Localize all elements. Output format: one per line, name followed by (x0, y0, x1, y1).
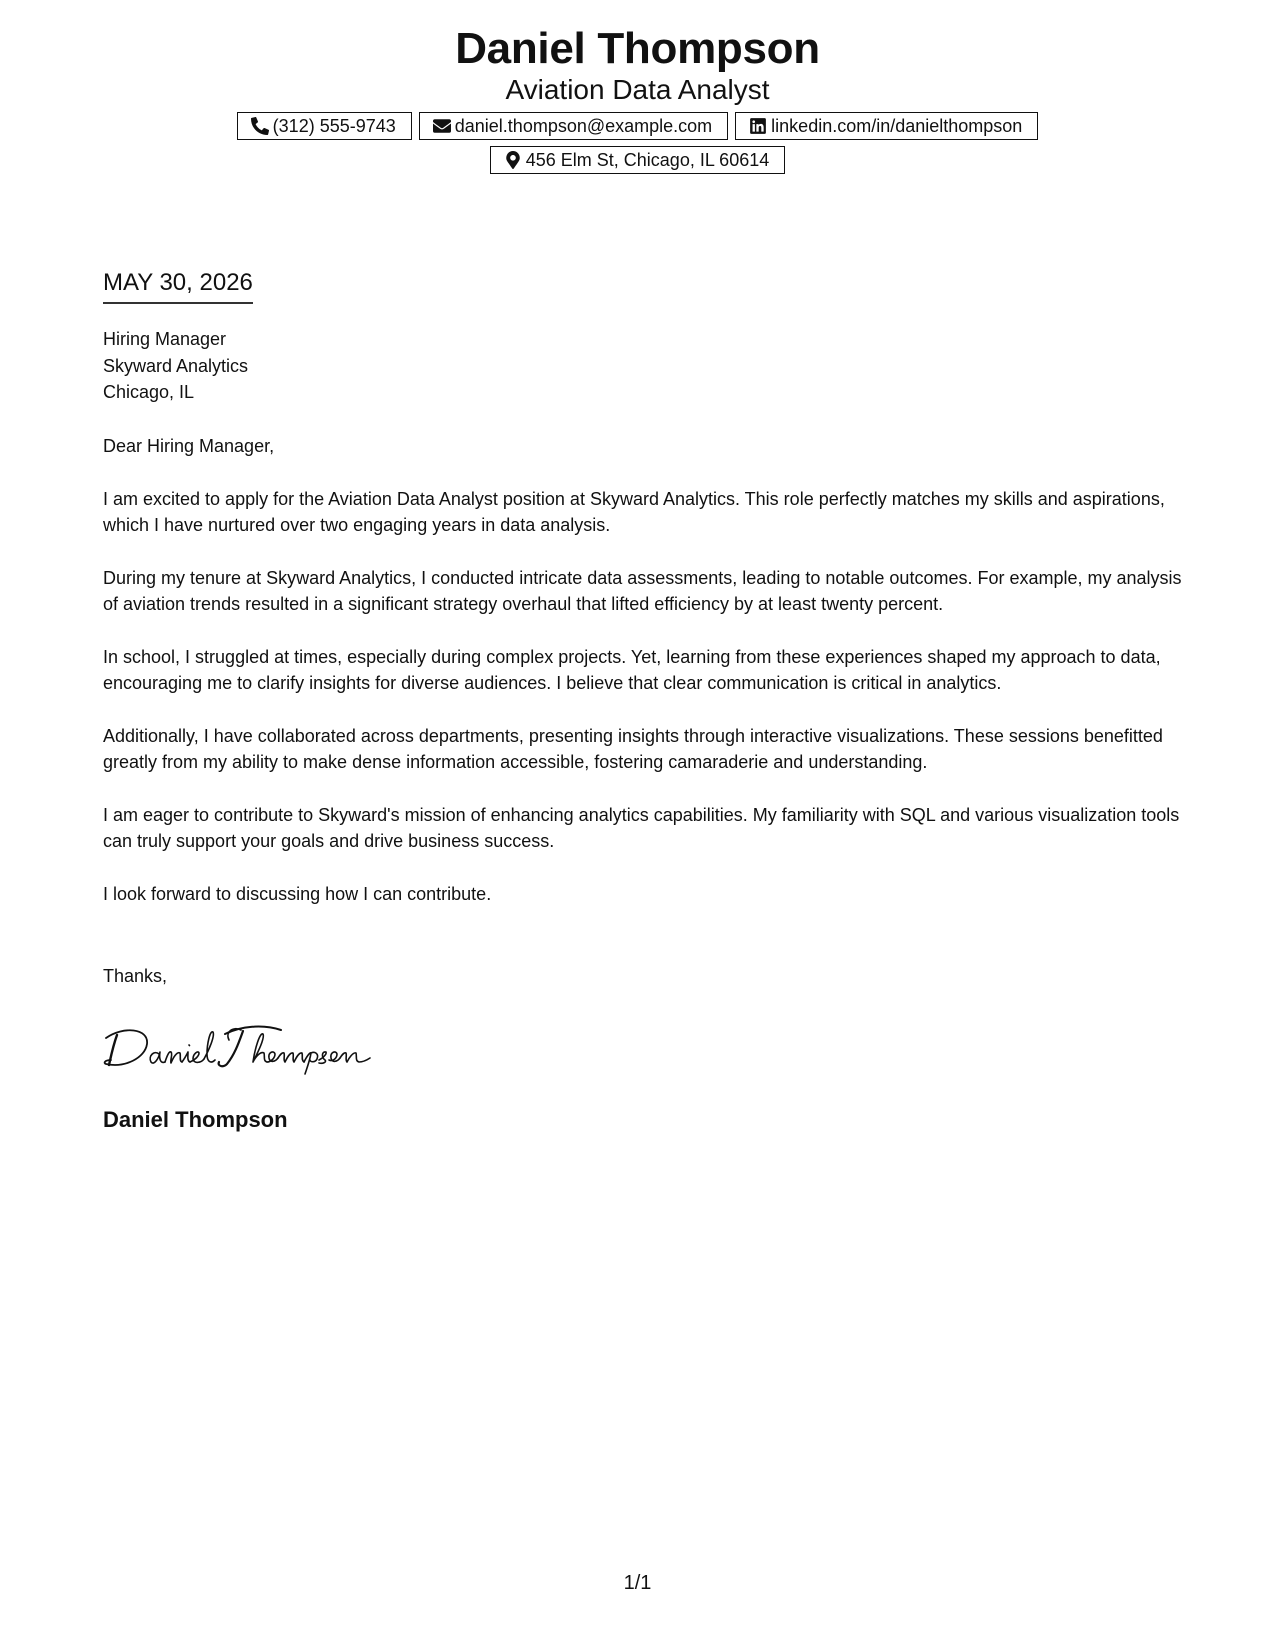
handwritten-signature (103, 1018, 373, 1076)
body-paragraph: I am excited to apply for the Aviation Data Analyst position at Skyward Analytics. This role perfectly matches my skills and aspirations, which I have nurtured over two engaging years in data analysis. (103, 488, 1165, 535)
envelope-icon (433, 117, 451, 135)
body-paragraph: I am eager to contribute to Skyward's mission of enhancing analytics capabilities. My familiarity with SQL and various visualization tools can truly support your goals and drive business success. (103, 804, 1180, 851)
body-paragraph: Additionally, I have collaborated across departments, presenting insights through interactive visualizations. These sessions benefitted greatly from my ability to make dense information accessible, fostering camaraderie and understanding. (103, 725, 1163, 772)
linkedin-text: linkedin.com/in/danielthompson (771, 115, 1023, 136)
email-text: daniel.thompson@example.com (454, 115, 713, 136)
recipient-block (103, 326, 248, 406)
address-text: 456 Elm St, Chicago, IL 60614 (525, 149, 770, 170)
body-paragraph: In school, I struggled at times, especially during complex projects. Yet, learning from these experiences shaped my approach to data, encouraging me to clarify insights for diverse audiences. I believe that clear communication is critical in analytics. (103, 646, 1161, 693)
applicant-name: Daniel Thompson (455, 24, 820, 73)
address-row (0, 146, 1275, 174)
phone-text: (312) 555-9743 (272, 115, 396, 136)
signer-name: Daniel Thompson (103, 1107, 288, 1132)
body-paragraph: I look forward to discussing how I can contribute. (103, 883, 492, 904)
contact-row (0, 112, 1275, 140)
map-marker-icon (504, 151, 522, 169)
salutation: Dear Hiring Manager, (103, 436, 275, 456)
recipient-line: Chicago, IL (103, 382, 195, 402)
address-link[interactable] (490, 146, 785, 174)
linkedin-link[interactable] (735, 112, 1038, 140)
body-paragraph: During my tenure at Skyward Analytics, I conducted intricate data assessments, leading to notable outcomes. For example, my analysis of aviation trends resulted in a significant strategy overhaul that lifted efficiency by at least twenty percent. (103, 567, 1182, 614)
letter-header (0, 22, 1275, 174)
applicant-title: Aviation Data Analyst (505, 74, 770, 105)
recipient-line: Hiring Manager (103, 329, 227, 349)
phone-link[interactable] (237, 112, 412, 140)
page-number: 1/1 (623, 1572, 652, 1594)
closing: Thanks, (103, 966, 168, 986)
letter-body (103, 433, 1188, 933)
linkedin-icon (749, 117, 767, 135)
email-link[interactable] (419, 112, 728, 140)
letter-date: MAY 30, 2026 (103, 268, 253, 304)
recipient-line: Skyward Analytics (103, 355, 249, 376)
phone-icon (251, 117, 269, 135)
